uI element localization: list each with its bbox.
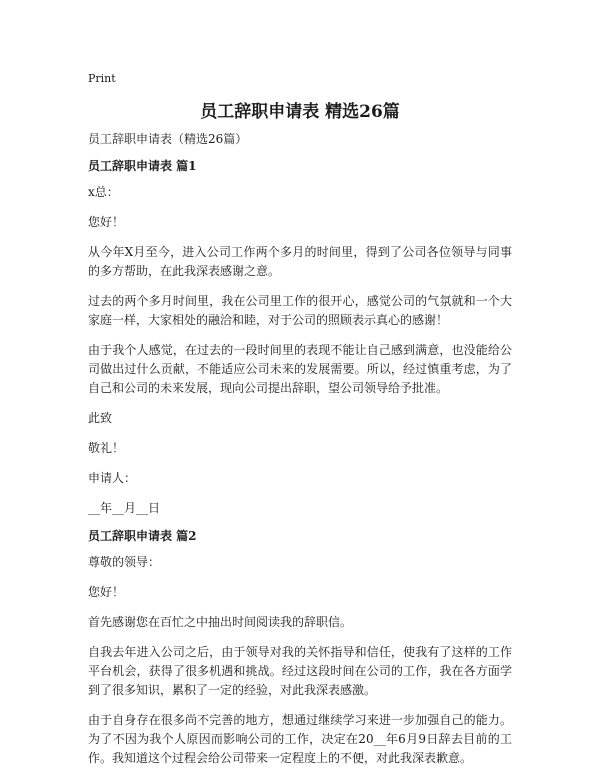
document-page xyxy=(88,60,512,768)
paragraph: 从今年X月至今，进入公司工作两个多月的时间里，得到了公司各位领导与同事的多方帮助，在此我深表感谢之意。 xyxy=(88,245,512,278)
print-label: Print xyxy=(88,72,116,85)
greeting: 您好！ xyxy=(88,215,125,229)
paragraph: 由于自身存在很多尚不完善的地方，想通过继续学习来进一步加强自己的能力。为了不因为我个人原因而影响公司的工作，决定在20__年6月9日辞去目前的工作。我知道这个过程会给公司带来一定程度上的不便，对此我深表歉意。 xyxy=(88,713,512,765)
salutation: x总： xyxy=(88,185,119,199)
date-line: __年__月__日 xyxy=(88,501,161,515)
document-subtitle: 员工辞职申请表（精选26篇） xyxy=(88,132,248,146)
section-heading-2: 员工辞职申请表 篇2 xyxy=(88,529,197,543)
paragraph: 首先感谢您在百忙之中抽出时间阅读我的辞职信。 xyxy=(88,615,353,629)
salutation: 尊敬的领导： xyxy=(88,555,161,569)
section-heading-1: 员工辞职申请表 篇1 xyxy=(88,159,197,173)
paragraph: 由于我个人感觉，在过去的一段时间里的表现不能让自己感到满意，也没能给公司做出过什么贡献，不能适应公司未来的发展需要。所以，经过慎重考虑，为了自己和公司的未来发展，现向公司提出辞职，望公司领导给予批准。 xyxy=(88,343,512,395)
paragraph: 过去的两个多月时间里，我在公司里工作的很开心，感觉公司的气氛就和一个大家庭一样，大家相处的融洽和睦，对于公司的照顾表示真心的感谢！ xyxy=(88,294,512,327)
closing-regards: 敬礼！ xyxy=(88,441,125,455)
applicant-label: 申请人： xyxy=(88,471,137,485)
closing-line: 此致 xyxy=(88,411,113,425)
paragraph: 自我去年进入公司之后，由于领导对我的关怀指导和信任，使我有了这样的工作平台机会，获得了很多机遇和挑战。经过这段时间在公司的工作，我在各方面学到了很多知识，累积了一定的经验，对此我深表感激。 xyxy=(88,645,512,697)
greeting: 您好！ xyxy=(88,585,125,599)
document-title: 员工辞职申请表 精选26篇 xyxy=(200,102,400,122)
